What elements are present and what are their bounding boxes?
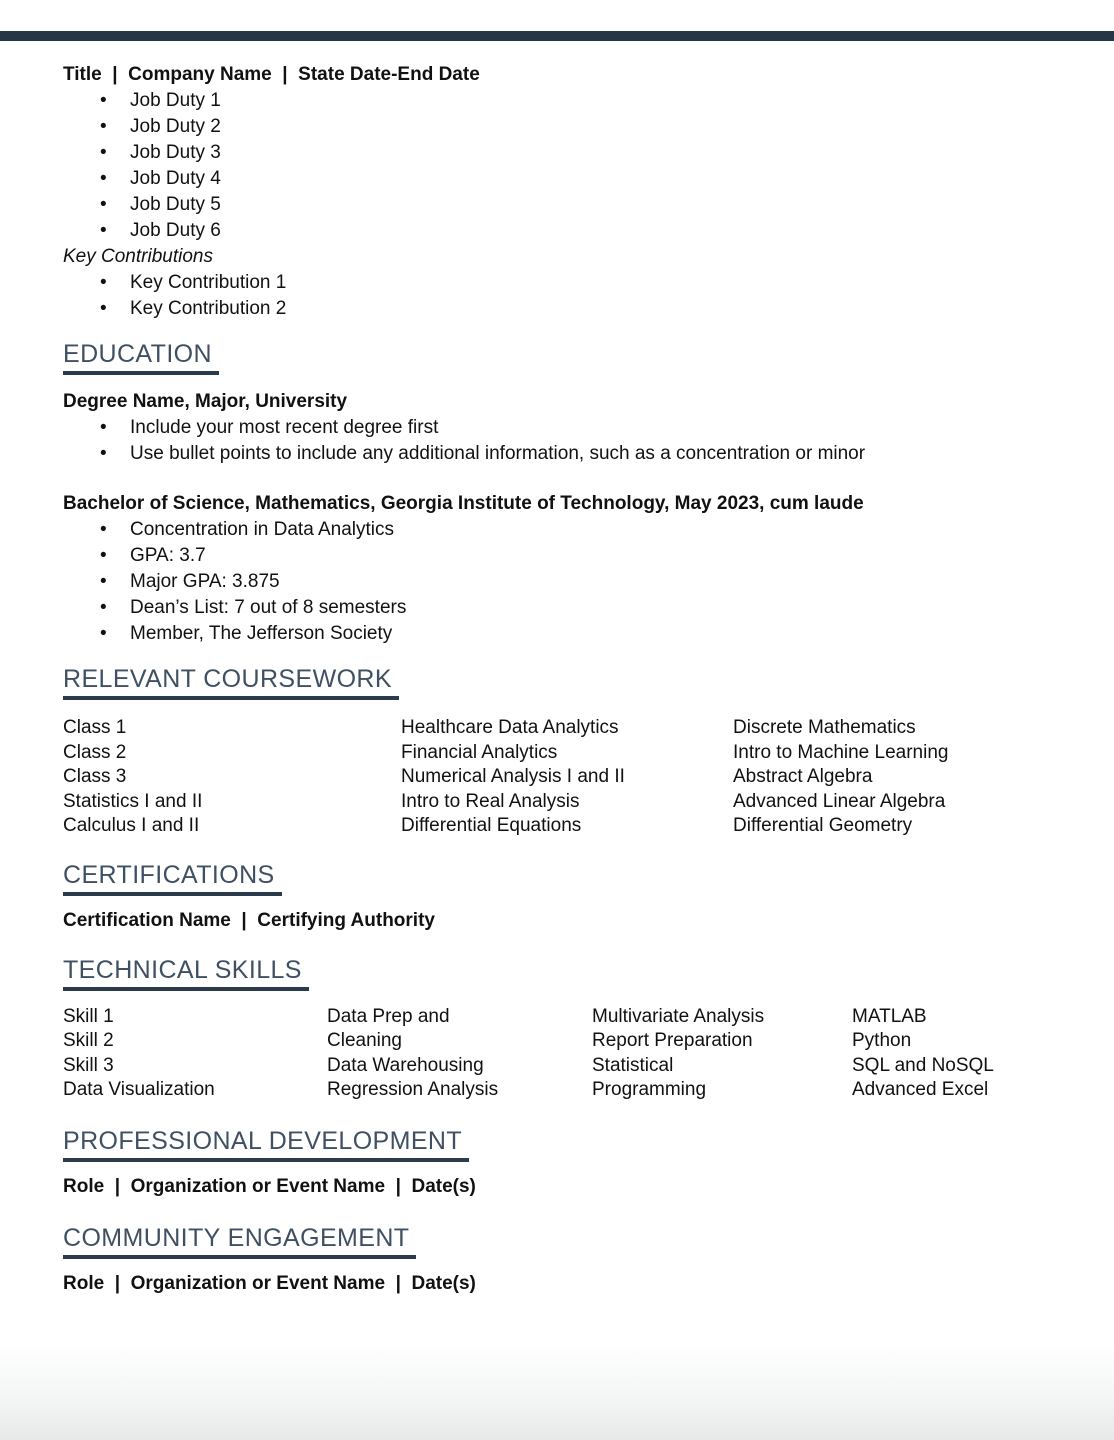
community-engagement-line: Role | Organization or Event Name | Date(s)	[63, 1272, 476, 1294]
skills-column-4	[852, 1005, 1054, 1103]
education-bullet-item: • Dean’s List: 7 out of 8 semesters	[130, 595, 1054, 621]
coursework-item: Financial Analytics	[401, 741, 558, 763]
skill-item: Data Warehousing	[327, 1054, 484, 1076]
skills-column-1	[63, 1005, 327, 1103]
coursework-item: Intro to Machine Learning	[733, 741, 949, 763]
education-bullet-item: • Member, The Jefferson Society	[130, 621, 1054, 647]
section-heading-education: EDUCATION	[63, 340, 219, 375]
section-heading-relevant-coursework: RELEVANT COURSEWORK	[63, 665, 399, 700]
coursework-item: Calculus I and II	[63, 815, 200, 836]
skill-item: Skill 2	[63, 1030, 114, 1051]
education-bullet-item: • Include your most recent degree first	[130, 415, 1054, 441]
key-contribution-item: • Key Contribution 1	[130, 270, 1054, 296]
coursework-item: Advanced Linear Algebra	[733, 790, 946, 812]
coursework-item: Class 2	[63, 741, 127, 763]
key-contributions-list	[63, 270, 1054, 322]
coursework-item: Intro to Real Analysis	[401, 790, 580, 812]
skill-item: Programming	[592, 1079, 707, 1100]
job-duty-item: • Job Duty 3	[130, 140, 1054, 166]
skills-grid	[63, 1005, 1054, 1103]
education-entry-bullets	[63, 415, 1054, 467]
coursework-item: Class 3	[63, 766, 127, 787]
coursework-item: Abstract Algebra	[733, 766, 873, 787]
education-entry	[63, 491, 1054, 647]
section-heading-professional-development: PROFESSIONAL DEVELOPMENT	[63, 1127, 469, 1162]
education-bullet-item: • Use bullet points to include any additional information, such as a concentration or minor	[130, 441, 1054, 467]
skill-item: Statistical	[592, 1054, 674, 1076]
coursework-column-3	[733, 716, 1054, 839]
skill-item: Regression Analysis	[327, 1079, 499, 1100]
education-entry-title: Bachelor of Science, Mathematics, Georgia Institute of Technology, May 2023, cum laude	[63, 493, 864, 514]
coursework-item: Discrete Mathematics	[733, 717, 916, 738]
job-duty-item: • Job Duty 6	[130, 218, 1054, 244]
coursework-column-1	[63, 716, 401, 839]
skill-item: Skill 1	[63, 1005, 114, 1027]
certification-line: Certification Name | Certifying Authority	[63, 909, 435, 931]
skill-item: Data Prep and	[327, 1005, 450, 1027]
coursework-item: Statistics I and II	[63, 790, 203, 812]
skill-item: Python	[852, 1030, 912, 1051]
page-bottom-shade	[0, 1340, 1114, 1440]
section-heading-certifications: CERTIFICATIONS	[63, 861, 282, 896]
job-duty-item: • Job Duty 2	[130, 114, 1054, 140]
experience-title-line: Title | Company Name | State Date-End Date	[63, 64, 480, 85]
education-entry-bullets	[63, 517, 1054, 647]
section-heading-technical-skills: TECHNICAL SKILLS	[63, 956, 309, 991]
skill-item: Multivariate Analysis	[592, 1005, 765, 1027]
key-contribution-item: • Key Contribution 2	[130, 296, 1054, 322]
section-heading-community-engagement: COMMUNITY ENGAGEMENT	[63, 1224, 416, 1259]
page-content	[0, 41, 1114, 1297]
skill-item: Report Preparation	[592, 1030, 753, 1051]
skills-column-3	[592, 1005, 852, 1103]
skill-item: SQL and NoSQL	[852, 1054, 994, 1076]
professional-development-line: Role | Organization or Event Name | Date(s)	[63, 1175, 476, 1197]
job-duty-item: • Job Duty 1	[130, 88, 1054, 114]
coursework-item: Healthcare Data Analytics	[401, 717, 619, 738]
coursework-item: Numerical Analysis I and II	[401, 766, 625, 787]
education-bullet-item: • GPA: 3.7	[130, 543, 1054, 569]
skill-item: Advanced Excel	[852, 1079, 989, 1100]
education-entry-title: Degree Name, Major, University	[63, 391, 348, 412]
skill-item: Skill 3	[63, 1054, 114, 1076]
job-duties-list	[63, 88, 1054, 244]
skills-column-2	[327, 1005, 592, 1103]
coursework-grid	[63, 716, 1054, 839]
education-entry	[63, 389, 1054, 467]
coursework-item: Differential Geometry	[733, 815, 913, 836]
job-duty-item: • Job Duty 5	[130, 192, 1054, 218]
coursework-item: Class 1	[63, 717, 127, 738]
education-bullet-item: • Concentration in Data Analytics	[130, 517, 1054, 543]
coursework-item: Differential Equations	[401, 815, 582, 836]
top-divider-bar	[0, 31, 1114, 41]
education-bullet-item: • Major GPA: 3.875	[130, 569, 1054, 595]
skill-item: Cleaning	[327, 1030, 402, 1051]
key-contributions-label: Key Contributions	[63, 246, 213, 267]
coursework-column-2	[401, 716, 733, 839]
skill-item: Data Visualization	[63, 1079, 215, 1100]
job-duty-item: • Job Duty 4	[130, 166, 1054, 192]
skill-item: MATLAB	[852, 1005, 927, 1027]
